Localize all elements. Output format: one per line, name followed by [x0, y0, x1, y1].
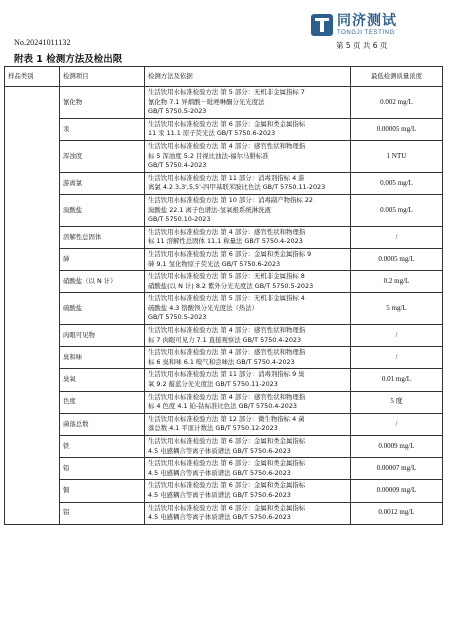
test-item-cell: 色度	[60, 391, 145, 413]
test-item-cell: 溴酸盐	[60, 194, 145, 226]
method-line: 标 5 浑浊度 5.2 目视比浊法-福尔马肼标准	[148, 151, 269, 160]
table-row	[5, 502, 443, 524]
method-cell	[145, 458, 351, 480]
table-row	[5, 271, 443, 293]
detection-limit-cell: 5 mg/L	[351, 293, 443, 325]
detection-limit-cell: 0.01 mg/L	[351, 369, 443, 391]
table-row	[5, 140, 443, 172]
table-header-row	[5, 67, 443, 87]
detection-limit-cell: 0.0005 mg/L	[351, 248, 443, 270]
column-header-item: 检测项目	[60, 67, 145, 87]
method-line: 生活饮用水标准检验方法 第 12 部分：微生物指标 4 菌	[148, 414, 305, 423]
report-number: No.20241011132	[14, 38, 71, 47]
method-table	[4, 66, 443, 525]
detection-limit-cell: 1 NTU	[351, 140, 443, 172]
logo-text-en: TONGJI TESTING	[337, 30, 395, 36]
detection-limit-cell: /	[351, 347, 443, 369]
method-line: 生活饮用水标准检验方法 第 5 部分：无机非金属指标 8	[148, 272, 305, 281]
method-line: 生活饮用水标准检验方法 第 6 部分：金属和类金属指标	[148, 481, 306, 490]
method-cell	[145, 293, 351, 325]
table-row	[5, 194, 443, 226]
method-line: 4.5 电感耦合等离子体质谱法 GB/T 5750.6-2023	[148, 490, 291, 499]
method-cell	[145, 502, 351, 524]
test-item-cell: 汞	[60, 118, 145, 140]
test-item-cell: 铅	[60, 458, 145, 480]
column-header-method: 检测方法及依据	[145, 67, 351, 87]
method-line: 生活饮用水标准检验方法 第 5 部分：无机非金属指标 7	[148, 88, 305, 96]
method-line: GB/T 5750.10-2023	[148, 215, 211, 224]
table-row	[5, 87, 443, 119]
method-cell	[145, 172, 351, 194]
method-line: 生活饮用水标准检验方法 第 11 部分：消毒剂指标 9 臭	[148, 370, 305, 379]
method-line: 生活饮用水标准检验方法 第 11 部分：消毒剂指标 4 游	[148, 173, 305, 182]
method-line: 4.5 电感耦合等离子体质谱法 GB/T 5750.6-2023	[148, 446, 291, 455]
table-row	[5, 248, 443, 270]
page-title: 附表 1 检测方法及检出限	[14, 54, 123, 65]
method-line: 标 11 溶解性总固体 11.1 称量法 GB/T 5750.4-2023	[148, 237, 303, 246]
table-row	[5, 480, 443, 502]
page-header	[0, 0, 449, 65]
detection-limit-cell: 0.00005 mg/L	[351, 118, 443, 140]
method-line: 生活饮用水标准检验方法 第 6 部分：金属和类金属指标	[148, 459, 306, 468]
table-row	[5, 347, 443, 369]
method-line: GB/T 5750.5-2023	[148, 313, 207, 322]
detection-limit-cell: 0.0009 mg/L	[351, 436, 443, 458]
detection-limit-cell: 0.005 mg/L	[351, 194, 443, 226]
test-item-cell: 砷	[60, 248, 145, 270]
test-item-cell: 铝	[60, 502, 145, 524]
test-item-cell: 浑浊度	[60, 140, 145, 172]
test-item-cell: 游离氯	[60, 172, 145, 194]
method-cell	[145, 391, 351, 413]
test-item-cell: 铁	[60, 436, 145, 458]
method-line: 生活饮用水标准检验方法 第 6 部分：金属和类金属指标 9	[148, 249, 312, 258]
method-line: 生活饮用水标准检验方法 第 4 部分：感官性状和物理指	[148, 392, 306, 401]
method-cell	[145, 436, 351, 458]
detection-limit-cell: 5 度	[351, 391, 443, 413]
method-line: 标 6 臭和味 6.1 嗅气和尝味法 GB/T 5750.4-2023	[148, 357, 295, 366]
detection-limit-cell: 0.2 mg/L	[351, 271, 443, 293]
method-cell	[145, 347, 351, 369]
method-line: 生活饮用水标准检验方法 第 5 部分：无机非金属指标 4	[148, 294, 305, 303]
method-line: 4.5 电感耦合等离子体质谱法 GB/T 5750.6-2023	[148, 513, 291, 522]
test-item-cell: 臭氧	[60, 369, 145, 391]
test-item-cell: 菌落总数	[60, 413, 145, 435]
method-line: 生活饮用水标准检验方法 第 6 部分：金属和类金属指标	[148, 437, 306, 445]
method-line: 硝酸盐(以 N 计) 8.2 紫外分光光度法 GB/T 5750.5-2023	[148, 281, 314, 290]
table-row	[5, 369, 443, 391]
method-line: 生活饮用水标准检验方法 第 4 部分：感官性状和物理指	[148, 326, 306, 335]
method-cell	[145, 140, 351, 172]
test-item-cell: 溶解性总固体	[60, 226, 145, 248]
method-line: 硫酸盐 4.3 铬酸钡分光光度法（热法）	[148, 303, 259, 312]
table-row	[5, 413, 443, 435]
method-line: 落总数 4.1 平皿计数法 GB/T 5750.12-2023	[148, 424, 278, 433]
method-line: 生活饮用水标准检验方法 第 10 部分：消毒副产物指标 22	[148, 195, 313, 204]
test-item-cell: 氰化物	[60, 87, 145, 119]
test-item-cell: 硫酸盐	[60, 293, 145, 325]
method-cell	[145, 271, 351, 293]
method-line: 砷 9.1 氢化物原子荧光法 GB/T 5750.6-2023	[148, 259, 281, 268]
method-line: 氧 9.2 靛蓝分光光度法 GB/T 5750.11-2023	[148, 380, 278, 389]
detection-limit-cell: /	[351, 226, 443, 248]
column-header-limit: 最低检测质量浓度	[351, 67, 443, 87]
table-row	[5, 391, 443, 413]
method-cell	[145, 87, 351, 119]
method-cell	[145, 325, 351, 347]
table-row	[5, 293, 443, 325]
method-cell	[145, 194, 351, 226]
detection-limit-cell: 0.00009 mg/L	[351, 480, 443, 502]
table-row	[5, 226, 443, 248]
method-line: GB/T 5750.4-2023	[148, 161, 207, 170]
detection-limit-cell: 0.005 mg/L	[351, 172, 443, 194]
method-cell	[145, 118, 351, 140]
method-line: 4.5 电感耦合等离子体质谱法 GB/T 5750.6-2023	[148, 468, 291, 477]
table-row	[5, 325, 443, 347]
column-header-sample-type: 样品类别	[5, 67, 60, 87]
method-cell	[145, 480, 351, 502]
detection-limit-cell: 0.0012 mg/L	[351, 502, 443, 524]
table-row	[5, 436, 443, 458]
detection-limit-cell: /	[351, 325, 443, 347]
method-cell	[145, 226, 351, 248]
method-table-container	[4, 66, 442, 525]
table-row	[5, 118, 443, 140]
method-line: 溴酸盐 22.1 离子色谱法-氢氧根系统淋洗液	[148, 205, 271, 214]
method-line: 生活饮用水标准检验方法 第 4 部分：感官性状和物理指	[148, 141, 306, 150]
logo-text-cn: 同济测试	[337, 13, 397, 29]
company-logo	[311, 12, 439, 38]
method-line: 生活饮用水标准检验方法 第 6 部分：金属和类金属指标	[148, 119, 306, 128]
method-line: 标 4 色度 4.1 铂-钴标准比色法 GB/T 5750.4-2023	[148, 402, 297, 411]
method-line: 生活饮用水标准检验方法 第 4 部分：感官性状和物理指	[148, 348, 306, 357]
method-line: 标 7 肉眼可见力 7.1 直接观察法 GB/T 5750.4-2023	[148, 335, 302, 344]
sample-type-cell	[5, 87, 60, 525]
logo-icon	[311, 14, 333, 36]
method-cell	[145, 248, 351, 270]
page-indicator: 第 5 页 共 6 页	[336, 41, 388, 50]
test-item-cell: 铜	[60, 480, 145, 502]
method-cell	[145, 413, 351, 435]
method-line: GB/T 5750.5-2023	[148, 107, 207, 116]
detection-limit-cell: 0.00007 mg/L	[351, 458, 443, 480]
method-line: 氰化物 7.1 异烟酸－吡唑啉酮分光光度法	[148, 97, 265, 106]
table-row	[5, 172, 443, 194]
method-line: 离氯 4.2 3,3',5,5'-四甲基联苯胺比色法 GB/T 5750.11-2023	[148, 183, 326, 192]
test-item-cell: 肉眼可见物	[60, 325, 145, 347]
method-line: 生活饮用水标准检验方法 第 6 部分：金属和类金属指标	[148, 503, 306, 512]
test-item-cell: 硝酸盐（以 N 计）	[60, 271, 145, 293]
method-line: 生活饮用水标准检验方法 第 4 部分：感官性状和物理指	[148, 227, 306, 236]
table-row	[5, 458, 443, 480]
method-cell	[145, 369, 351, 391]
detection-limit-cell: /	[351, 413, 443, 435]
test-item-cell: 臭和味	[60, 347, 145, 369]
method-line: 11 汞 11.1 原子荧光法 GB/T 5750.6-2023	[148, 129, 276, 138]
detection-limit-cell: 0.002 mg/L	[351, 87, 443, 119]
